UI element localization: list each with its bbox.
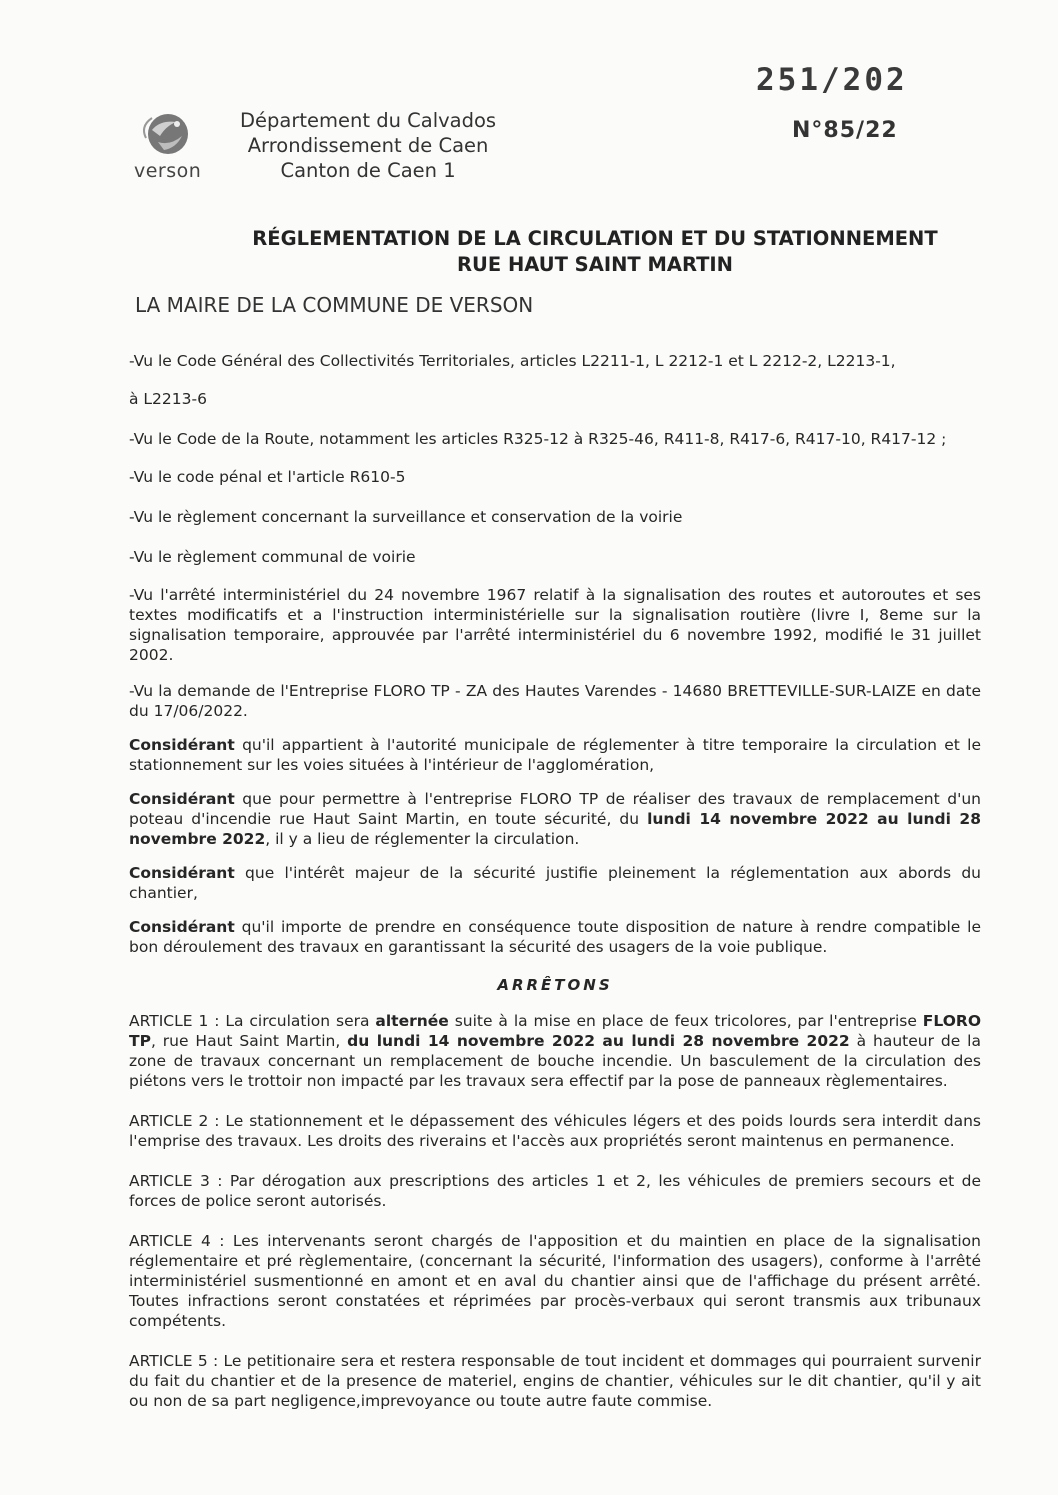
vu-item: -Vu la demande de l'Entreprise FLORO TP - ZA des Hautes Varendes - 14680 BRETTEVILLE-SUR-LAIZE en date du 17/06/2022. bbox=[129, 682, 981, 720]
article-3: ARTICLE 3 : Par dérogation aux prescriptions des articles 1 et 2, les véhicules de premiers secours et de forces de police seront autorisés. bbox=[129, 1172, 981, 1210]
arretons-heading: ARRÊTONS bbox=[497, 976, 613, 994]
document-body bbox=[129, 351, 981, 1411]
document-title bbox=[160, 226, 1030, 278]
considerant-text: que l'intérêt majeur de la sécurité justifie pleinement la réglementation aux abords du chantier, bbox=[129, 864, 981, 902]
vu-item: -Vu le règlement communal de voirie bbox=[129, 548, 416, 566]
considerant-lead: Considérant bbox=[129, 864, 235, 882]
vu-item: -Vu le Code de la Route, notamment les articles R325-12 à R325-46, R411-8, R417-6, R417-10, R417-12 ; bbox=[129, 430, 947, 448]
department-block bbox=[240, 108, 496, 183]
vu-item: à L2213-6 bbox=[129, 390, 207, 408]
considerant bbox=[129, 735, 981, 775]
authority-heading: LA MAIRE DE LA COMMUNE DE VERSON bbox=[135, 293, 534, 317]
arrondissement-line: Arrondissement de Caen bbox=[247, 134, 489, 157]
article-text: suite à la mise en place de feux tricolores, par l'entreprise bbox=[448, 1012, 923, 1030]
article-5: ARTICLE 5 : Le petitionaire sera et restera responsable de tout incident et dommages qui pourraient survenir du fait du chantier et de la presence de materiel, engins de chantier, véhicules sur le dit chantier, qu'il y ait ou non de sa part negligence,imprevoyance ou toute autre faute commise. bbox=[129, 1352, 981, 1410]
article-2: ARTICLE 2 : Le stationnement et le dépassement des véhicules légers et des poids lourds sera interdit dans l'emprise des travaux. Les droits des riverains et l'accès aux propriétés seront maintenus en permanence. bbox=[129, 1112, 981, 1150]
article-4: ARTICLE 4 : Les intervenants seront chargés de l'apposition et du maintien en place de la signalisation réglementaire et pré règlementaire, (concernant la sécurité, l'information des usagers), conforme à l'arrêté interministériel susmentionné en amont et en aval du chantier ainsi que de l'affichage du présent arrêté. Toutes infractions seront constatées et réprimées par procès-verbaux qui seront transmis aux tribunaux compétents. bbox=[129, 1232, 981, 1330]
considerant-text: qu'il appartient à l'autorité municipale de réglementer à titre temporaire la circulation et le stationnement sur les voies situées à l'intérieur de l'agglomération, bbox=[129, 736, 981, 774]
title-line-1: RÉGLEMENTATION DE LA CIRCULATION ET DU STATIONNEMENT bbox=[252, 227, 938, 250]
considerant-text: qu'il importe de prendre en conséquence toute disposition de nature à rendre compatible le bon déroulement des travaux en garantissant la sécurité des usagers de la voie publique. bbox=[129, 918, 981, 956]
title-line-2: RUE HAUT SAINT MARTIN bbox=[456, 253, 733, 276]
article-bold: alternée bbox=[375, 1012, 449, 1030]
vu-item: -Vu le règlement concernant la surveillance et conservation de la voirie bbox=[129, 508, 683, 526]
article-text: à hauteur de la zone de travaux concernant un remplacement de bouche incendie. Un basculement de la circulation des piétons vers le trottoir non impacté par les travaux sera effectif par la pose de panneaux règlementaires. bbox=[129, 1032, 981, 1090]
considerant-lead: Considérant bbox=[129, 736, 235, 754]
article-bold: FLORO TP bbox=[129, 1012, 981, 1050]
verson-logo bbox=[130, 108, 222, 186]
considerant-text: , il y a lieu de réglementer la circulation. bbox=[265, 830, 580, 848]
considerant-text: que pour permettre à l'entreprise FLORO TP de réaliser des travaux de remplacement d'un poteau d'incendie rue Haut Saint Martin, en toute sécurité, du bbox=[129, 790, 981, 828]
department-line: Département du Calvados bbox=[240, 109, 497, 132]
article-text: , rue Haut Saint Martin, bbox=[150, 1032, 348, 1050]
article-dates: du lundi 14 novembre 2022 au lundi 28 novembre 2022 bbox=[347, 1032, 850, 1050]
registry-stamp: 251/202 bbox=[756, 62, 908, 98]
article-1 bbox=[129, 1011, 981, 1091]
vu-item: -Vu l'arrêté interministériel du 24 novembre 1967 relatif à la signalisation des routes et autoroutes et ses textes modificatifs et a l'instruction interministérielle sur la signalisation routière (livre I, 8eme sur la signalisation temporaire, approuvée par l'arrêté interministériel du 6 novembre 1992, modifié le 31 juillet 2002. bbox=[129, 586, 981, 664]
vu-item: -Vu le code pénal et l'article R610-5 bbox=[129, 468, 406, 486]
arrete-number: N°85/22 bbox=[792, 118, 898, 143]
vu-item: -Vu le Code Général des Collectivités Territoriales, articles L2211-1, L 2212-1 et L 2212-2, L2213-1, bbox=[129, 352, 896, 370]
considerant-lead: Considérant bbox=[129, 918, 235, 936]
considerant-lead: Considérant bbox=[129, 790, 235, 808]
considerant bbox=[129, 789, 981, 849]
considerant-dates: lundi 14 novembre 2022 au lundi 28 novembre 2022 bbox=[129, 810, 981, 848]
canton-line: Canton de Caen 1 bbox=[280, 159, 456, 182]
considerant bbox=[129, 863, 981, 903]
considerant bbox=[129, 917, 981, 957]
article-text: ARTICLE 1 : La circulation sera bbox=[129, 1012, 376, 1030]
logo-text: verson bbox=[134, 160, 202, 182]
globe-icon bbox=[130, 108, 200, 160]
